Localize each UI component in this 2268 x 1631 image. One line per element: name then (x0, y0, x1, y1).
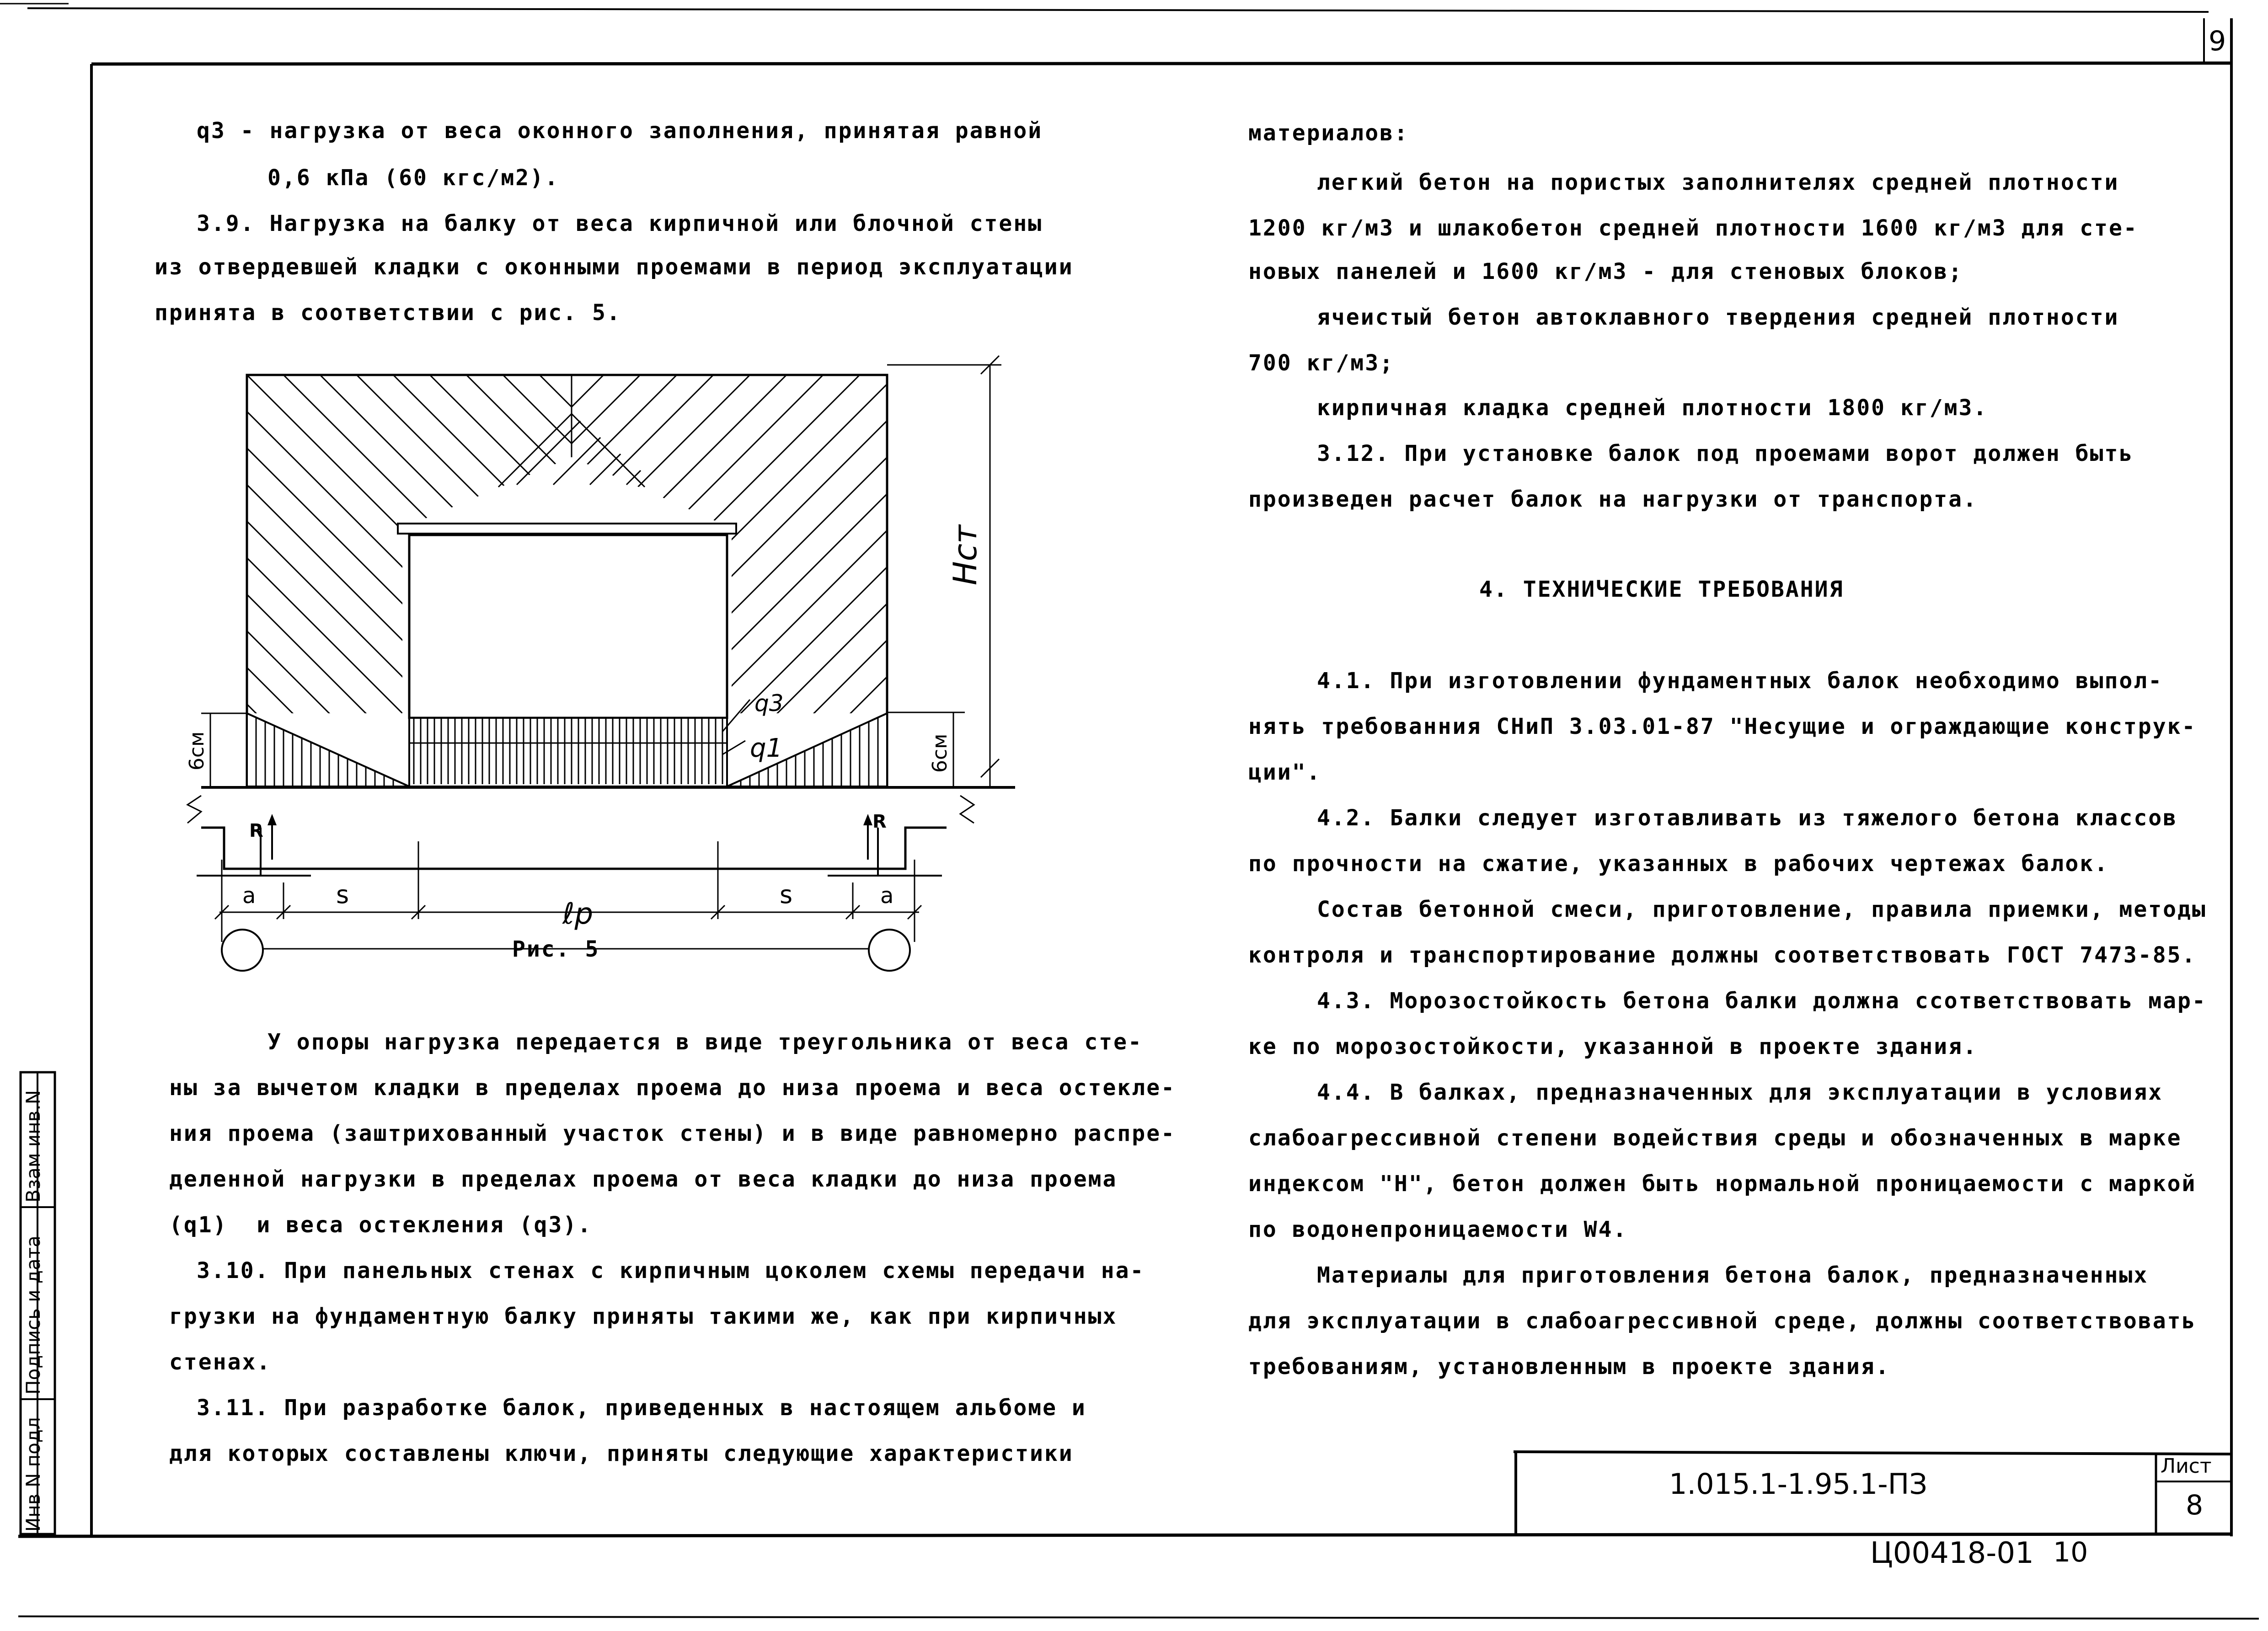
figure-5-diagram (174, 348, 1043, 988)
left-lower-line-2: ны за вычетом кладки в пределах проема до низа проема и веса остекле- (169, 1075, 1176, 1101)
sec4-line-4: 4.2. Балки следует изготавливать из тяжелого бетона классов (1317, 805, 2178, 831)
sec4-line-16: требованиям, установленным в проекте здания. (1248, 1354, 1890, 1380)
left-lower-line-7: грузки на фундаментную балку приняты такими же, как при кирпичных (169, 1304, 1118, 1329)
label-q3: q3 (754, 690, 784, 717)
left-lower-line-8: стенах. (169, 1349, 272, 1375)
archive-sheet: 10 (2053, 1536, 2088, 1568)
sec4-line-6: Состав бетонной смеси, приготовление, правила приемки, методы (1317, 897, 2207, 922)
left-lower-line-4: деленной нагрузки в пределах проема от веса кладки до низа проема (169, 1166, 1118, 1192)
sec4-line-11: слабоагрессивной степени водействия среды и обозначенных в марке (1248, 1125, 2182, 1151)
doc-code: 1.015.1-1.95.1-ПЗ (1669, 1467, 1927, 1501)
label-q1: q1 (750, 733, 783, 763)
label-r-left: R (249, 820, 263, 841)
right-line-8: 3.12. При установке балок под проемами ворот должен быть (1317, 441, 2134, 466)
label-s-left: s (336, 880, 349, 909)
left-lower-line-10: для которых составлены ключи, приняты следующие характеристики (169, 1441, 1074, 1466)
right-line-2: легкий бетон на пористых заполнителях средней плотности (1317, 170, 2119, 195)
label-a-left: a (242, 883, 256, 909)
stamp-sign-date: Подпись и дата (22, 1235, 44, 1395)
section-heading: 4. ТЕХНИЧЕСКИЕ ТРЕБОВАНИЯ (1479, 577, 1844, 602)
label-lp: ℓр (562, 897, 594, 931)
right-line-5: ячеистый бетон автоклавного твердения средней плотности (1317, 305, 2119, 330)
right-line-7: кирпичная кладка средней плотности 1800 кг/м3. (1317, 395, 1988, 421)
right-line-9: произведен расчет балок на нагрузки от транспорта. (1248, 487, 1978, 512)
right-line-6: 700 кг/м3; (1248, 350, 1394, 376)
left-lower-line-5: (q1) и веса остекления (q3). (169, 1212, 593, 1238)
page-corner-number: 9 (2209, 25, 2226, 57)
right-line-4: новых панелей и 1600 кг/м3 - для стеновых блоков; (1248, 259, 1963, 284)
sec4-line-1: 4.1. При изготовлении фундаментных балок необходимо выпол- (1317, 668, 2163, 694)
left-lower-line-6: 3.10. При панельных стенах с кирпичным цоколем схемы передачи на- (197, 1258, 1145, 1283)
left-text-line-5: принята в соответствии с рис. 5. (155, 300, 621, 326)
sec4-line-12: индексом "Н", бетон должен быть нормальной проницаемости с маркой (1248, 1171, 2197, 1197)
left-text-line-1: q3 - нагрузка от веса оконного заполнения, принятая равной (197, 118, 1043, 144)
sec4-line-13: по водонепроницаемости W4. (1248, 1217, 1628, 1242)
label-s-right: s (780, 880, 793, 909)
label-six-cm-left: 6см (185, 731, 209, 770)
sec4-line-10: 4.4. В балках, предназначенных для эксплуатации в условиях (1317, 1080, 2163, 1105)
label-a-right: a (880, 883, 894, 909)
right-line-3: 1200 кг/м3 и шлакобетон средней плотности 1600 кг/м3 для сте- (1248, 215, 2138, 241)
stamp-inv-replace: Взам инв.N (22, 1090, 44, 1203)
stamp-inv-original: Инв N подл (22, 1417, 44, 1532)
sec4-line-7: контроля и транспортирование должны соответствовать ГОСТ 7473-85. (1248, 942, 2197, 968)
sec4-line-15: для эксплуатации в слабоагрессивной среде, должны соответствовать (1248, 1308, 2197, 1334)
left-lower-line-9: 3.11. При разработке балок, приведенных в настоящем альбоме и (197, 1395, 1086, 1421)
label-h-wall: Hст (947, 525, 984, 585)
sec4-line-14: Материалы для приготовления бетона балок, предназначенных (1317, 1262, 2149, 1288)
left-text-line-4: из отвердевшей кладки с оконными проемами в период эксплуатации (155, 254, 1074, 280)
archive-code: Ц00418-01 (1870, 1536, 2034, 1570)
sheet-number: 8 (2186, 1489, 2204, 1521)
sec4-line-3: ции". (1248, 759, 1321, 785)
sec4-line-9: ке по морозостойкости, указанной в проекте здания. (1248, 1034, 1978, 1059)
sec4-line-5: по прочности на сжатие, указанных в рабочих чертежах балок. (1248, 851, 2109, 877)
figure-caption: Рис. 5 (512, 936, 600, 962)
left-text-line-3: 3.9. Нагрузка на балку от веса кирпичной или блочной стены (197, 211, 1043, 236)
sec4-line-2: нять требованния СНиП 3.03.01-87 "Несущие и ограждающие конструк- (1248, 714, 2197, 739)
sheet-label: Лист (2161, 1455, 2212, 1478)
label-r-right: R (872, 811, 887, 832)
sec4-line-8: 4.3. Морозостойкость бетона балки должна ссответствовать мар- (1317, 988, 2207, 1014)
left-text-line-2: 0,6 кПа (60 кгс/м2). (267, 165, 559, 191)
left-lower-line-3: ния проема (заштрихованный участок стены) и в виде равномерно распре- (169, 1121, 1176, 1146)
label-six-cm-right: 6см (928, 733, 952, 773)
left-lower-line-1: У опоры нагрузка передается в виде треугольника от веса сте- (267, 1029, 1143, 1055)
right-line-1: материалов: (1248, 120, 1409, 146)
